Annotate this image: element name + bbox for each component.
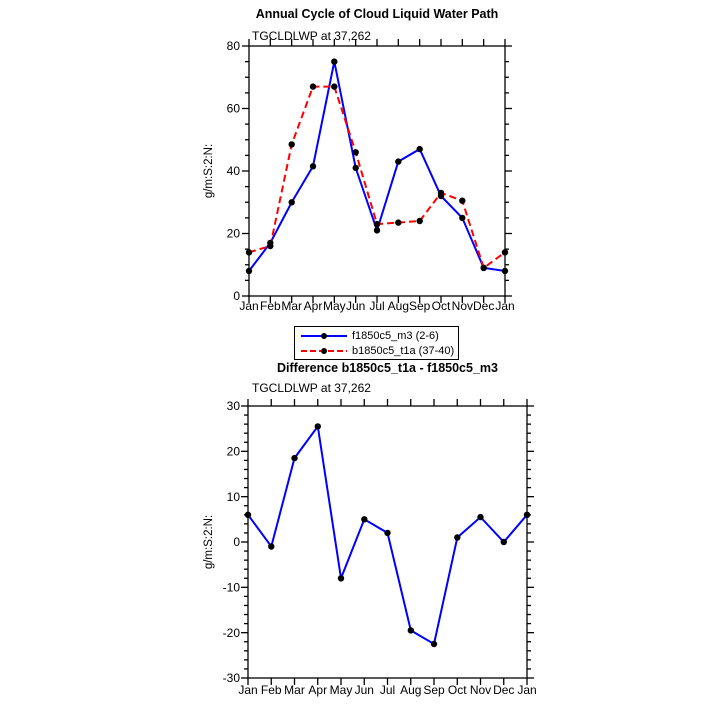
annual-cycle-plot [227, 39, 515, 313]
legend-item-b1850c5-t1a [299, 343, 454, 358]
svg-text:May: May [329, 683, 353, 697]
svg-text:Jun: Jun [354, 683, 374, 697]
svg-text:-30: -30 [222, 671, 240, 686]
legend-label-f1850c5-m3: f1850c5_m3 (2-6) [352, 329, 439, 342]
red-dashed-line-marker-sample [299, 345, 349, 357]
svg-text:Mar: Mar [281, 299, 303, 313]
legend-label-b1850c5-t1a: b1850c5_t1a (37-40) [352, 344, 455, 357]
annual-cycle-chart-subtitle: TGCLDLWP at 37,262 [252, 29, 371, 43]
blue-solid-line-marker-sample [299, 330, 349, 342]
svg-text:Dec: Dec [472, 299, 495, 313]
svg-text:20: 20 [226, 226, 240, 241]
svg-text:Sep: Sep [408, 299, 431, 313]
svg-text:0: 0 [233, 535, 240, 550]
difference-plot [223, 399, 537, 697]
svg-text:Feb: Feb [259, 299, 281, 313]
svg-text:Jul: Jul [379, 683, 396, 697]
legend [294, 326, 459, 360]
svg-text:Nov: Nov [469, 683, 492, 697]
svg-text:Jan: Jan [495, 299, 515, 313]
svg-text:-10: -10 [222, 580, 240, 595]
svg-text:Dec: Dec [493, 683, 515, 697]
annual-cycle-y-axis-label: g/m:S:2:N: [203, 143, 215, 199]
svg-text:Feb: Feb [260, 683, 282, 697]
svg-text:40: 40 [226, 164, 240, 179]
svg-text:Jul: Jul [369, 299, 385, 313]
svg-text:Aug: Aug [387, 299, 410, 313]
svg-text:Jan: Jan [239, 299, 259, 313]
legend-item-f1850c5-m3 [299, 328, 454, 343]
svg-text:20: 20 [226, 444, 240, 459]
svg-text:Jan: Jan [238, 683, 258, 697]
svg-text:80: 80 [226, 39, 240, 54]
svg-text:Jan: Jan [517, 683, 537, 697]
svg-text:60: 60 [226, 101, 240, 116]
annual-cycle-chart-title: Annual Cycle of Cloud Liquid Water Path [255, 7, 499, 21]
svg-text:-20: -20 [222, 625, 240, 640]
svg-text:Jun: Jun [345, 299, 366, 313]
svg-text:30: 30 [226, 399, 240, 414]
svg-text:0: 0 [233, 289, 240, 304]
svg-text:Apr: Apr [308, 683, 328, 697]
svg-text:Aug: Aug [400, 683, 422, 697]
svg-text:Nov: Nov [451, 299, 474, 313]
svg-text:Sep: Sep [423, 683, 445, 697]
svg-text:Oct: Oct [431, 299, 451, 313]
difference-chart-subtitle: TGCLDLWP at 37,262 [252, 381, 371, 395]
svg-text:May: May [322, 299, 346, 313]
svg-text:Apr: Apr [303, 299, 323, 313]
svg-text:Oct: Oct [447, 683, 467, 697]
difference-y-axis-label: g/m:S:2:N: [203, 514, 215, 570]
svg-text:10: 10 [226, 489, 240, 504]
difference-chart-title: Difference b1850c5_t1a - f1850c5_m3 [277, 361, 498, 375]
svg-text:Mar: Mar [284, 683, 305, 697]
